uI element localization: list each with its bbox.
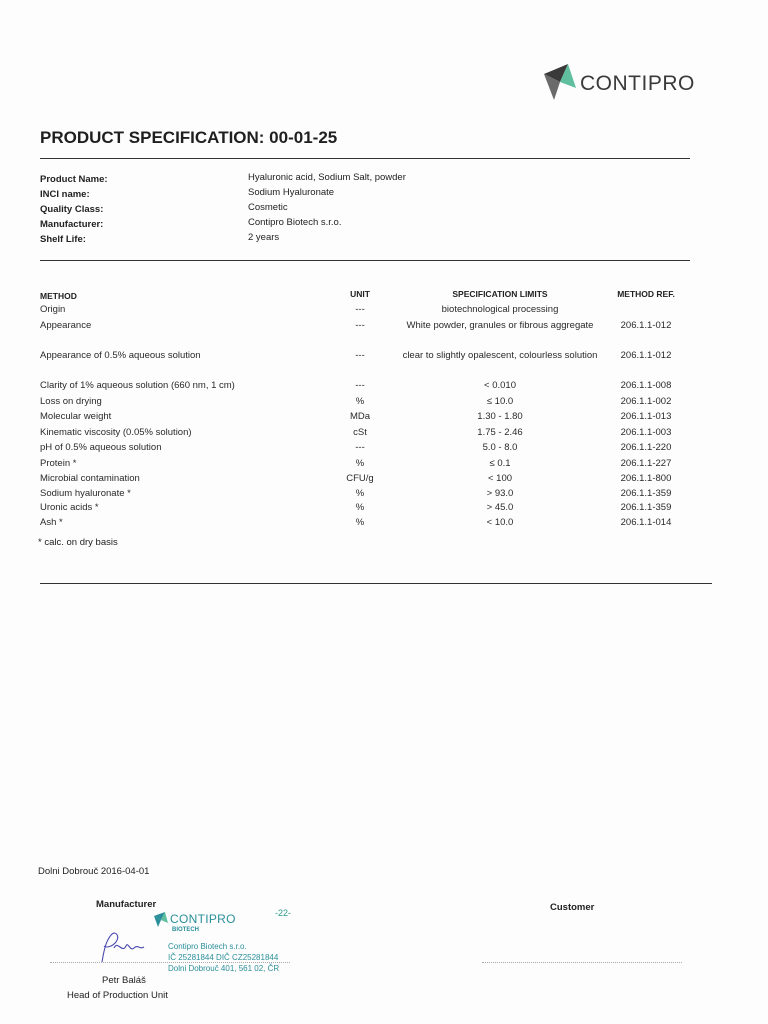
cell-unit: % [355, 502, 365, 513]
cell-method: Microbial contamination [40, 473, 140, 484]
cell-method: Ash * [40, 517, 63, 528]
cell-limit: < 100 [487, 473, 513, 484]
cell-method: Clarity of 1% aqueous solution (660 nm, 1 cm) [40, 380, 235, 391]
cell-method: Molecular weight [40, 411, 112, 422]
place-date: Dolni Dobrouč 2016-04-01 [38, 866, 150, 877]
stamp-sub: BIOTECH [172, 927, 199, 933]
stamp-line3: Dolni Dobrouč 401, 561 02, ČR [168, 964, 280, 973]
cell-ref: 206.1.1-359 [620, 488, 672, 499]
cell-limit: clear to slightly opalescent, colourless solution [402, 350, 598, 361]
manufacturer-label: Manufacturer [96, 899, 157, 910]
info-label: Quality Class: [40, 204, 104, 215]
cell-limit: > 93.0 [486, 488, 514, 499]
cell-method: Kinematic viscosity (0.05% solution) [40, 427, 192, 438]
contipro-logo [540, 60, 695, 104]
footnote: * calc. on dry basis [38, 537, 118, 548]
cell-limit: < 0.010 [484, 380, 516, 391]
cell-limit: > 45.0 [486, 502, 514, 513]
info-value: Contipro Biotech s.r.o. [248, 217, 342, 228]
company-stamp [150, 908, 300, 978]
cell-ref: 206.1.1-012 [620, 350, 672, 361]
cell-unit: cSt [353, 427, 367, 438]
cell-unit: % [355, 517, 365, 528]
cell-unit: CFU/g [346, 473, 374, 484]
stamp-line2: IČ 25281844 DIČ CZ25281844 [168, 953, 279, 962]
cell-unit: --- [355, 380, 365, 391]
signer-role: Head of Production Unit [67, 990, 168, 1001]
cell-unit: --- [355, 304, 365, 315]
cell-unit: % [355, 458, 365, 469]
header-method: METHOD [40, 291, 77, 301]
stamp-line1: Contipro Biotech s.r.o. [168, 942, 247, 951]
cell-ref: 206.1.1-227 [620, 458, 672, 469]
cell-limit: White powder, granules or fibrous aggregate [406, 320, 594, 331]
cell-method: pH of 0.5% aqueous solution [40, 442, 162, 453]
customer-signature-line [482, 962, 682, 963]
cell-ref: 206.1.1-359 [620, 502, 672, 513]
cell-ref: 206.1.1-012 [620, 320, 672, 331]
info-value: Hyaluronic acid, Sodium Salt, powder [248, 172, 406, 183]
cell-limit: 1.30 - 1.80 [477, 411, 523, 422]
cell-method: Sodium hyaluronate * [40, 488, 131, 499]
cell-unit: % [355, 396, 365, 407]
stamp-logo-icon [152, 910, 170, 928]
info-label: Manufacturer: [40, 219, 104, 230]
cell-method: Appearance of 0.5% aqueous solution [40, 350, 201, 361]
cell-ref: 206.1.1-800 [620, 473, 672, 484]
info-value: Sodium Hyaluronate [248, 187, 335, 198]
cell-ref: 206.1.1-014 [620, 517, 672, 528]
stamp-brand: CONTIPRO [170, 912, 236, 926]
cell-method: Appearance [40, 320, 92, 331]
header-limits: SPECIFICATION LIMITS [452, 289, 548, 299]
info-label: Shelf Life: [40, 234, 86, 245]
customer-label: Customer [550, 902, 595, 913]
cell-limit: ≤ 0.1 [489, 458, 511, 469]
cell-ref: 206.1.1-008 [620, 380, 672, 391]
info-value: 2 years [248, 232, 280, 243]
cell-unit: --- [355, 350, 365, 361]
info-label: INCI name: [40, 189, 90, 200]
cell-ref: 206.1.1-002 [620, 396, 672, 407]
cell-limit: ≤ 10.0 [486, 396, 514, 407]
page-number: -22- [275, 908, 292, 918]
signer-name: Petr Baláš [102, 975, 146, 986]
cell-ref: 206.1.1-003 [620, 427, 672, 438]
document-title: PRODUCT SPECIFICATION: 00-01-25 [40, 128, 338, 147]
cell-unit: % [355, 488, 365, 499]
header-ref: METHOD REF. [617, 289, 675, 299]
cell-limit: 5.0 - 8.0 [482, 442, 518, 453]
cell-ref: 206.1.1-013 [620, 411, 672, 422]
cell-limit: < 10.0 [486, 517, 514, 528]
manufacturer-signature-line [50, 962, 290, 963]
cell-method: Loss on drying [40, 396, 102, 407]
cell-method: Origin [40, 304, 66, 315]
cell-ref: 206.1.1-220 [620, 442, 672, 453]
cell-method: Uronic acids * [40, 502, 99, 513]
cell-unit: --- [355, 442, 365, 453]
cell-unit: MDa [349, 411, 371, 422]
cell-limit: biotechnological processing [441, 304, 559, 315]
title-divider [40, 158, 690, 159]
logo-text: CONTIPRO [580, 72, 695, 95]
info-label: Product Name: [40, 174, 108, 185]
table-divider [40, 583, 712, 584]
info-divider [40, 260, 690, 261]
cell-unit: --- [355, 320, 365, 331]
cell-method: Protein * [40, 458, 77, 469]
header-unit: UNIT [350, 289, 370, 299]
info-value: Cosmetic [248, 202, 288, 213]
cell-limit: 1.75 - 2.46 [477, 427, 523, 438]
contipro-logo-icon [540, 60, 580, 104]
